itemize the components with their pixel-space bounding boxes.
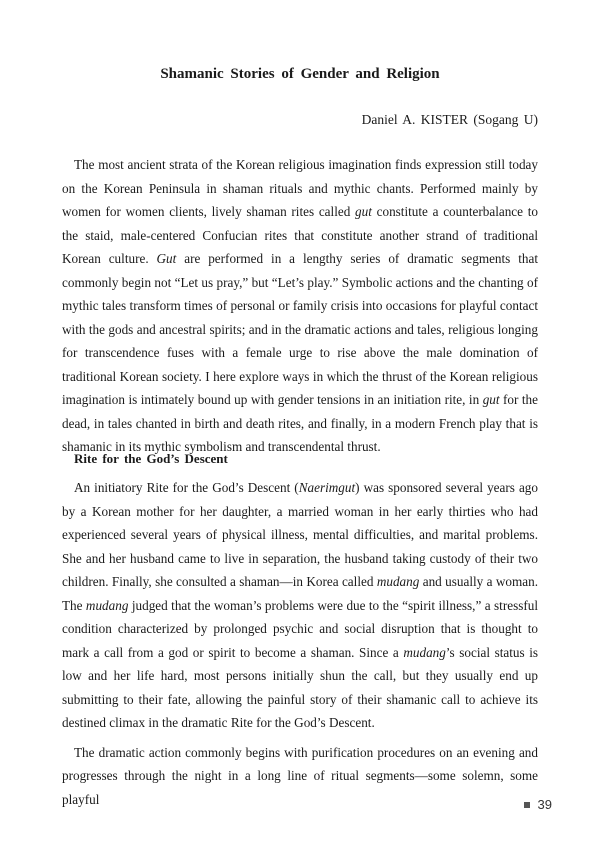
section-paragraph-2: The dramatic action commonly begins with purification procedures on an evening and progresses through the night in a long line of ritual segments—some solemn, some playful — [62, 744, 538, 807]
section-heading: Rite for the God’s Descent — [74, 451, 228, 466]
italic-term: gut — [482, 392, 500, 407]
italic-term: mudang — [376, 574, 420, 589]
italic-term: Naerimgut — [298, 480, 356, 495]
square-bullet-icon — [524, 802, 530, 808]
italic-term: gut — [355, 204, 372, 219]
italic-term: mudang — [85, 597, 129, 613]
page-number: 39 — [537, 797, 552, 812]
document-title: Shamanic Stories of Gender and Religion — [160, 66, 440, 82]
section-paragraph-1: An initiatory Rite for the God’s Descent (Naerimgut) was sponsored several years ago by a Korean mother for her daughter, a married woman in her early thirties who had experienced several years of physical illness, mental difficulties, and marital problems. She and her husband came to live in separation, the husband taking custody of their two children. Finally, she consulted a shaman—in Korea called mudang and usually a woman. The mudang judged that the woman’s problems were due to the “spirit illness,” a stressful condition characterized by prolonged psychic and social disruption that is thought to mark a call from a god or spirit to become a shaman. Since a mudang’s social status is low and her life hard, most persons initially shun the call, but they usually end up submitting to their fate, allowing the painful story of their shamanic call to achieve its destined climax in the dramatic Rite for the God’s Descent. — [62, 480, 538, 730]
intro-paragraph: The most ancient strata of the Korean religious imagination finds expression still today on the Korean Peninsula in shaman rituals and mythic chants. Performed mainly by women for women clients, lively shaman rites called gut constitute a counterbalance to the staid, male-centered Confucian rites that constitute another strand of traditional Korean culture. Gut are performed in a lengthy series of dramatic segments that commonly begin not “Let us pray,” but “Let’s play.” Symbolic actions and the chanting of mythic tales transform times of personal or family crisis into occasions for playful contact with the gods and ancestral spirits; and in the dramatic actions and tales, religious longing for transcendence fuses with a female urge to rise above the male domination of traditional Korean society. I here explore ways in which the thrust of the Korean religious imagination is intimately bound up with gender tensions in an initiation rite, in gut for the dead, in tales chanted in birth and death rites, and finally, in a modern French play that is shamanic in its mythic symbolism and transcendental thrust. — [62, 157, 538, 454]
intro-section — [62, 153, 538, 459]
author-line: Daniel A. KISTER (Sogang U) — [361, 112, 538, 127]
italic-term: Gut — [156, 251, 177, 266]
italic-term: mudang — [403, 644, 446, 660]
page-footer — [524, 797, 552, 812]
section-body — [62, 476, 538, 811]
